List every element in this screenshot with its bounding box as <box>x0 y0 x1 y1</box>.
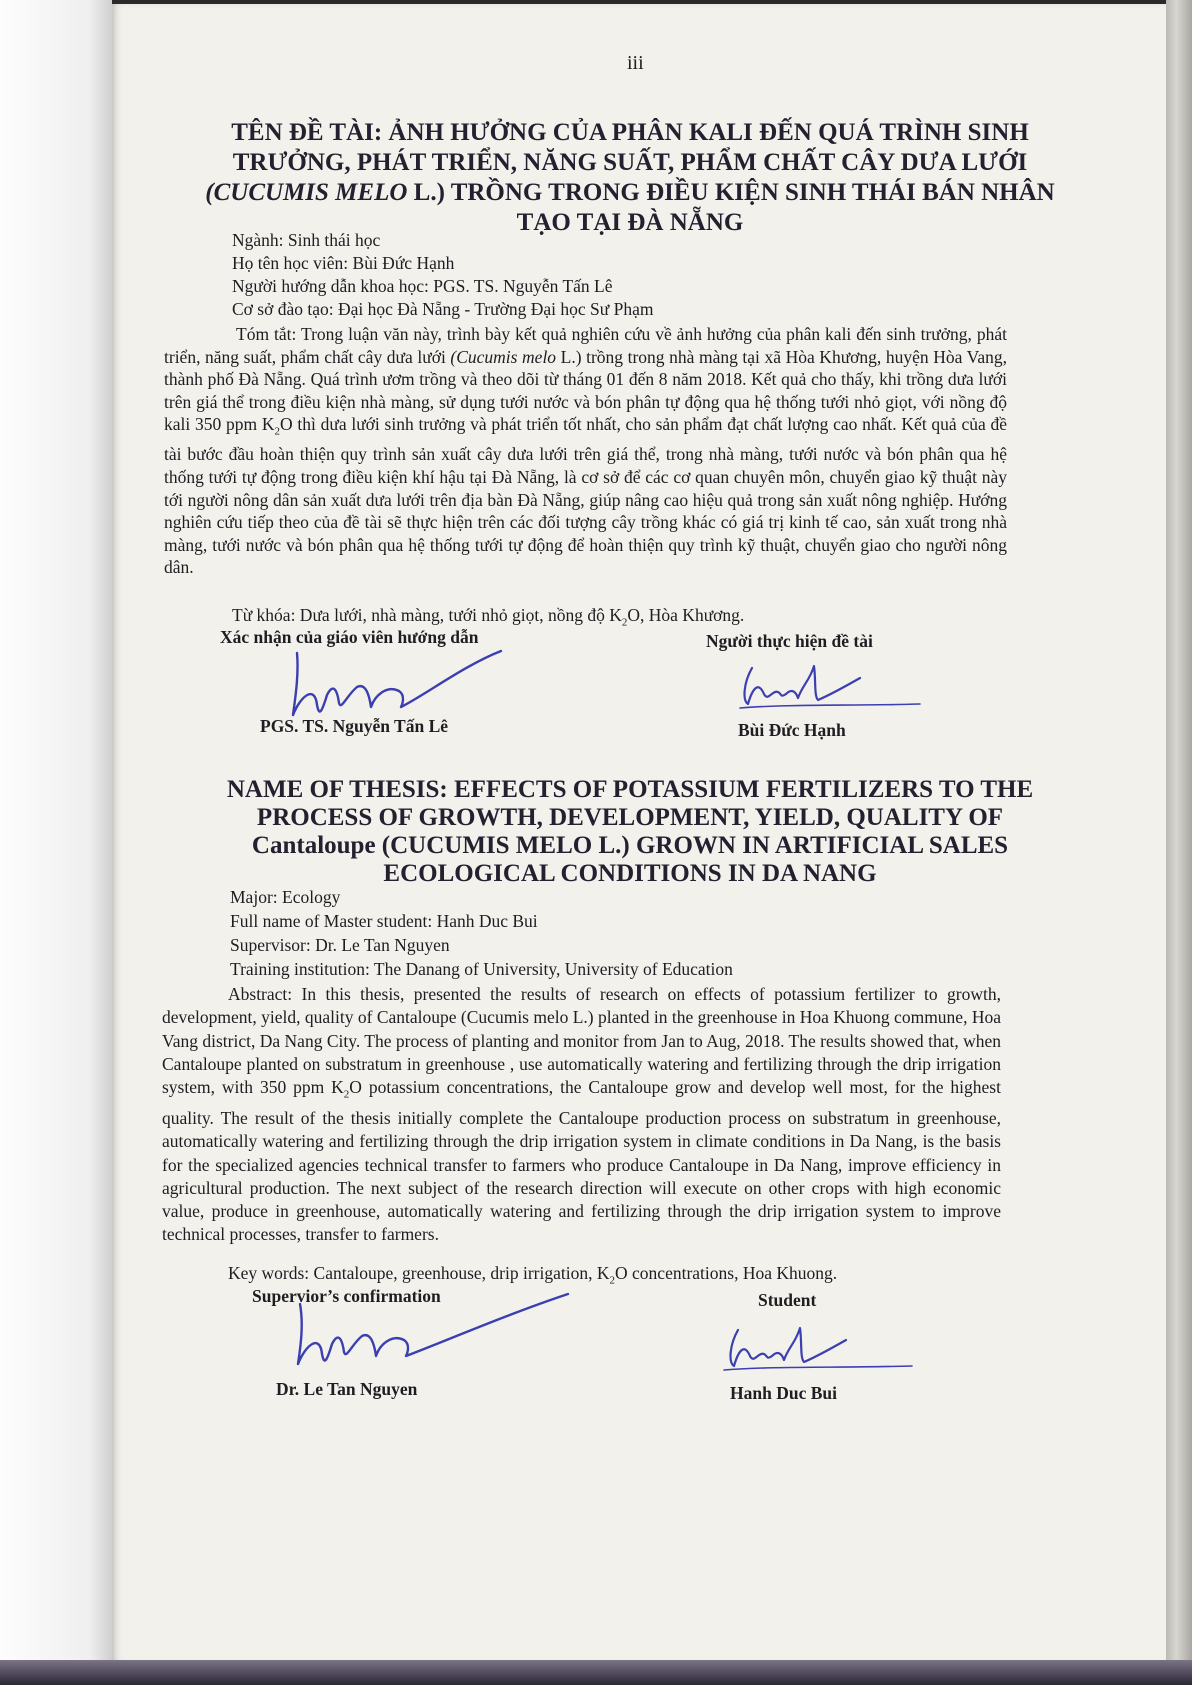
vi-title-line-1: TÊN ĐỀ TÀI: ẢNH HƯỞNG CỦA PHÂN KALI ĐẾN QUÁ TRÌNH SINH <box>231 119 1029 146</box>
en-author-name: Hanh Duc Bui <box>730 1383 837 1403</box>
vi-author-signature <box>730 660 930 720</box>
vi-abstract-part-1: Tóm tắt: Trong luận văn này, trình bày kết quả nghiên cứu về ảnh hưởng của phân kali đến sinh trưởng, phát triển, năng suất, phẩm chất cây dưa lưới <box>164 324 1007 367</box>
vi-keywords-subscript: 2 <box>621 616 628 629</box>
vi-abstract <box>164 323 1007 579</box>
vi-author-label: Người thực hiện đề tài <box>706 631 873 651</box>
vi-abstract-part-2: L.) trồng trong nhà màng tại xã Hòa Khương, huyện Hòa Vang, thành phố Đà Nẵng. Quá trình ươm trồng và theo dõi từ tháng 01 đến 8 năm 2018. Kết quả cho thấy, khi trồng dưa lưới trên giá thể trong điều kiện nhà màng, sử dụng tưới nước và bón phân tự động qua hệ thống tưới nhỏ giọt, với nồng độ kali 350 ppm K <box>164 346 1007 435</box>
en-keywords-part-1: Key words: Cantaloupe, greenhouse, drip irrigation, K <box>228 1263 610 1283</box>
vi-title-line-3-text: L.) TRỒNG TRONG ĐIỀU KIỆN SINH THÁI BÁN NHÂN <box>413 179 1055 206</box>
en-title-line-2: PROCESS OF GROWTH, DEVELOPMENT, YIELD, QUALITY OF <box>256 804 1004 831</box>
vi-institution: Cơ sở đào tạo: Đại học Đà Nẵng - Trường Đại học Sư Phạm <box>232 299 654 319</box>
en-keywords-subscript: 2 <box>609 1274 616 1287</box>
scan-right-edge <box>1166 0 1192 1685</box>
en-abstract <box>162 983 1001 1247</box>
en-supervisor: Supervisor: Dr. Le Tan Nguyen <box>230 935 450 955</box>
en-author-label: Student <box>758 1290 817 1310</box>
vi-confirm-label: Xác nhận của giáo viên hướng dẫn <box>220 627 479 647</box>
vi-abstract-italic: (Cucumis melo <box>450 346 557 367</box>
en-meta <box>230 885 733 981</box>
vi-title-line-2: TRƯỞNG, PHÁT TRIỂN, NĂNG SUẤT, PHẨM CHẤT CÂY DƯA LƯỚI <box>232 149 1028 176</box>
en-title-line-4: ECOLOGICAL CONDITIONS IN DA NANG <box>383 860 877 887</box>
en-keywords-part-2: O concentrations, Hoa Khuong. <box>615 1263 838 1283</box>
en-major: Major: Ecology <box>230 887 341 907</box>
en-title-line-1: NAME OF THESIS: EFFECTS OF POTASSIUM FERTILIZERS TO THE <box>226 776 1034 803</box>
en-student: Full name of Master student: Hanh Duc Bui <box>230 911 538 931</box>
vi-title-line-3 <box>175 178 1085 208</box>
en-title-line-3: Cantaloupe (CUCUMIS MELO L.) GROWN IN ARTIFICIAL SALES <box>251 832 1009 859</box>
en-author-signature <box>712 1322 922 1382</box>
en-abstract-part-2: O potassium concentrations, the Cantaloupe grow and develop well most, for the highest quality. The result of the thesis initially complete the Cantaloupe production process on substratum in greenhouse, automatically watering and fertilizing through the drip irrigation system in climate conditions in Da Nang, is the basis for the specialized agencies technical transfer to farmers who produce Cantaloupe in Da Nang, improve efficiency in agricultural production. The next subject of the research direction will execute on other crops with high economic value, produce in greenhouse, automatically watering and fertilizing through the drip irrigation system to improve technical processes, transfer to farmers. <box>162 1077 1001 1245</box>
scan-bottom-bar <box>0 1660 1192 1685</box>
en-confirm-label: Supervior’s confirmation <box>252 1286 441 1306</box>
page-number: iii <box>627 52 644 74</box>
vi-abstract-subscript: 2 <box>274 425 280 438</box>
en-supervisor-name: Dr. Le Tan Nguyen <box>276 1379 418 1399</box>
en-title <box>175 776 1085 888</box>
en-supervisor-signature <box>278 1290 578 1375</box>
vi-author-name: Bùi Đức Hạnh <box>738 720 846 740</box>
vi-meta <box>232 229 654 321</box>
vi-supervisor: Người hướng dẫn khoa học: PGS. TS. Nguyễn Tấn Lê <box>232 276 613 296</box>
vi-supervisor-name: PGS. TS. Nguyễn Tấn Lê <box>260 716 449 736</box>
vi-major: Ngành: Sinh thái học <box>232 230 381 250</box>
vi-title-italic: (CUCUMIS MELO <box>205 179 408 206</box>
vi-keywords-part-2: O, Hòa Khương. <box>627 605 745 625</box>
en-institution: Training institution: The Danang of University, University of Education <box>230 959 733 979</box>
en-abstract-part-1: Abstract: In this thesis, presented the results of research on effects of potassium fertilizer to growth, development, yield, quality of Cantaloupe (Cucumis melo L.) planted in the greenhouse in Hoa Khuong commune, Hoa Vang district, Da Nang City. The process of planting and monitor from Jan to Aug, 2018. The results showed that, when Cantaloupe planted on substratum in greenhouse , use automatically watering and fertilizing through the drip irrigation system, with 350 ppm K <box>162 984 1001 1098</box>
vi-abstract-part-3: O thì dưa lưới sinh trưởng và phát triển tốt nhất, cho sản phẩm đạt chất lượng cao nhất. Kết quả của đề tài bước đầu hoàn thiện quy trình sản xuất cây dưa lưới trên giá thể, trong nhà màng, tưới nước và bón phân qua hệ thống tưới tự động trong điều kiện khí hậu tại Đà Nẵng, là cơ sở để các cơ quan chuyên môn, chuyển giao kỹ thuật này tới người nông dân sản xuất dưa lưới trên địa bàn Đà Nẵng, giúp nâng cao hiệu quả trong sản xuất nông nghiệp. Hướng nghiên cứu tiếp theo của đề tài sẽ thực hiện trên các đối tượng cây trồng khác có giá trị kinh tế cao, sản xuất trong nhà màng, tưới nước và bón phân qua hệ thống tưới tự động để hoàn thiện quy trình kỹ thuật, chuyển giao cho người nông dân. <box>164 414 1007 578</box>
en-abstract-subscript: 2 <box>343 1088 350 1101</box>
scan-left-margin <box>0 0 112 1685</box>
vi-supervisor-signature <box>275 645 515 725</box>
vi-title <box>175 118 1085 238</box>
vi-title-line-4: TẠO TẠI ĐÀ NẴNG <box>516 209 744 236</box>
vi-keywords-part-1: Từ khóa: Dưa lưới, nhà màng, tưới nhỏ giọt, nồng độ K <box>232 605 622 625</box>
vi-student: Họ tên học viên: Bùi Đức Hạnh <box>232 253 455 273</box>
